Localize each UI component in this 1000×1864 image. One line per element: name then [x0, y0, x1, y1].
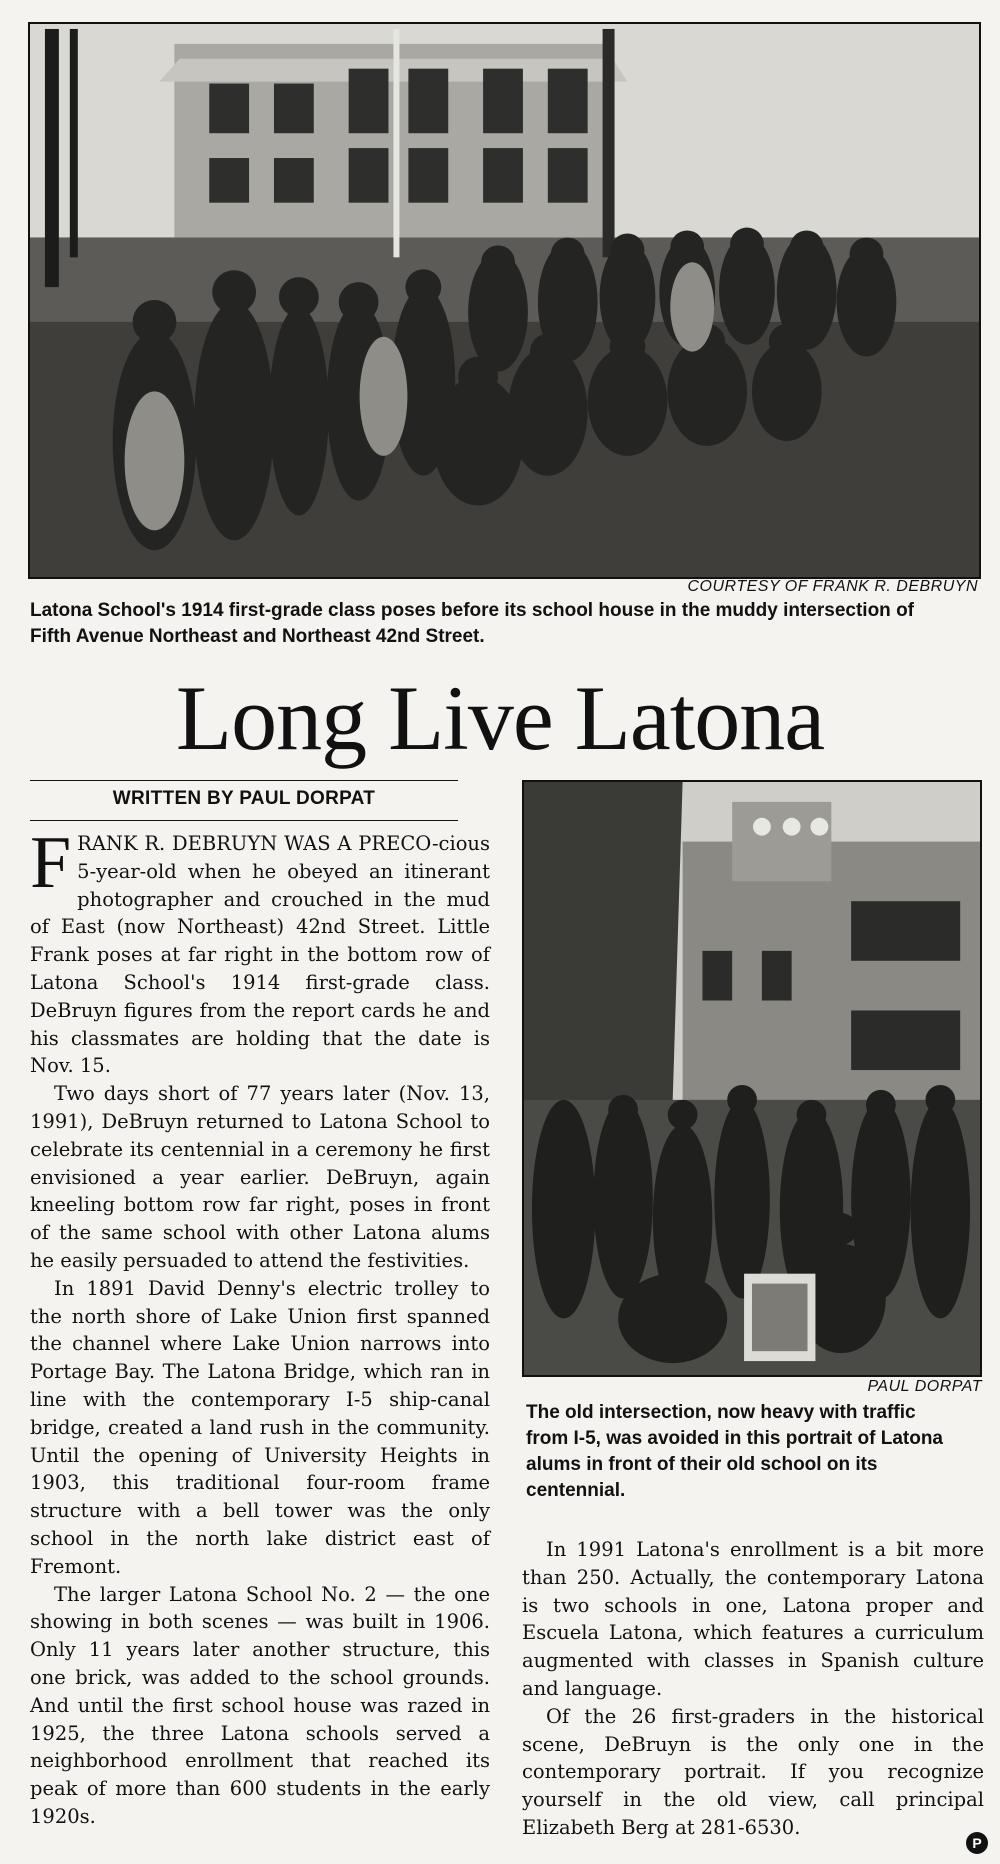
byline-rule-top: [30, 780, 458, 781]
article-right-column: [522, 1536, 984, 1842]
right-photo-caption: The old intersection, now heavy with traffic from I-5, was avoided in this portrait of Latona alums in front of their old school on its centennial.: [526, 1402, 943, 1501]
article-paragraph: FRANK R. DEBRUYN WAS A PRECO-cious 5-year-old when he obeyed an itinerant photographer and crouched in the mud of East (now Northeast) 42nd Street. Little Frank poses at far right in the bottom row of Latona School's 1914 first-grade class. DeBruyn figures from the report cards he and his classmates are holding that the date is Nov. 15.: [30, 822, 490, 1078]
article-paragraph: In 1891 David Denny's electric trolley to the north shore of Lake Union first spanned the channel where Lake Union narrows into Portage Bay. The Latona Bridge, which ran in line with the contemporary I-5 ship-canal bridge, created a land rush in the community. Until the opening of University Heights in 1903, this traditional four-room frame structure with a bell tower was the only school in the north lake district east of Fremont.: [30, 1276, 490, 1578]
article-paragraph: In 1991 Latona's enrollment is a bit more than 250. Actually, the contemporary Latona is two schools in one, Latona proper and Escuela Latona, which features a curriculum augmented with classes in Spanish culture and language.: [522, 1538, 984, 1700]
article-paragraph: Of the 26 first-graders in the historical scene, DeBruyn is the only one in the contemporary portrait. If you recognize yourself in the old view, call principal Elizabeth Berg at 281-6530.: [522, 1704, 984, 1839]
article-paragraph: The larger Latona School No. 2 — the one showing in both scenes — was built in 1906. Only 11 years later another structure, this one brick, was added to the school grounds. And until the first school house was razed in 1925, the three Latona schools served a neighborhood enrollment that reached its peak of more than 600 students in the early 1920s.: [30, 1582, 490, 1828]
alumni-portrait-photo: [522, 780, 982, 1377]
byline-rule-bottom: [30, 820, 458, 821]
article-left-column: [30, 822, 490, 1831]
article-paragraph: Two days short of 77 years later (Nov. 13, 1991), DeBruyn returned to Latona School to celebrate its centennial in a ceremony he first envisioned a year earlier. DeBruyn, again kneeling bottom row far right, poses in front of the same school with other Latona alums he easily persuaded to attend the festivities.: [30, 1082, 490, 1272]
top-photo-credit: COURTESY OF FRANK R. DEBRUYN: [687, 578, 978, 595]
headline: Long Live Latona: [175, 667, 825, 769]
historical-class-photo: [28, 22, 981, 579]
byline: WRITTEN BY PAUL DORPAT: [112, 788, 376, 809]
top-photo-caption: Latona School's 1914 first-grade class poses before its school house in the muddy intersection of Fifth Avenue Northeast and Northeast 42nd Street.: [30, 600, 915, 647]
right-photo-credit: PAUL DORPAT: [867, 1378, 982, 1395]
drop-cap: F: [30, 822, 72, 904]
end-mark-icon: P: [966, 1832, 988, 1854]
